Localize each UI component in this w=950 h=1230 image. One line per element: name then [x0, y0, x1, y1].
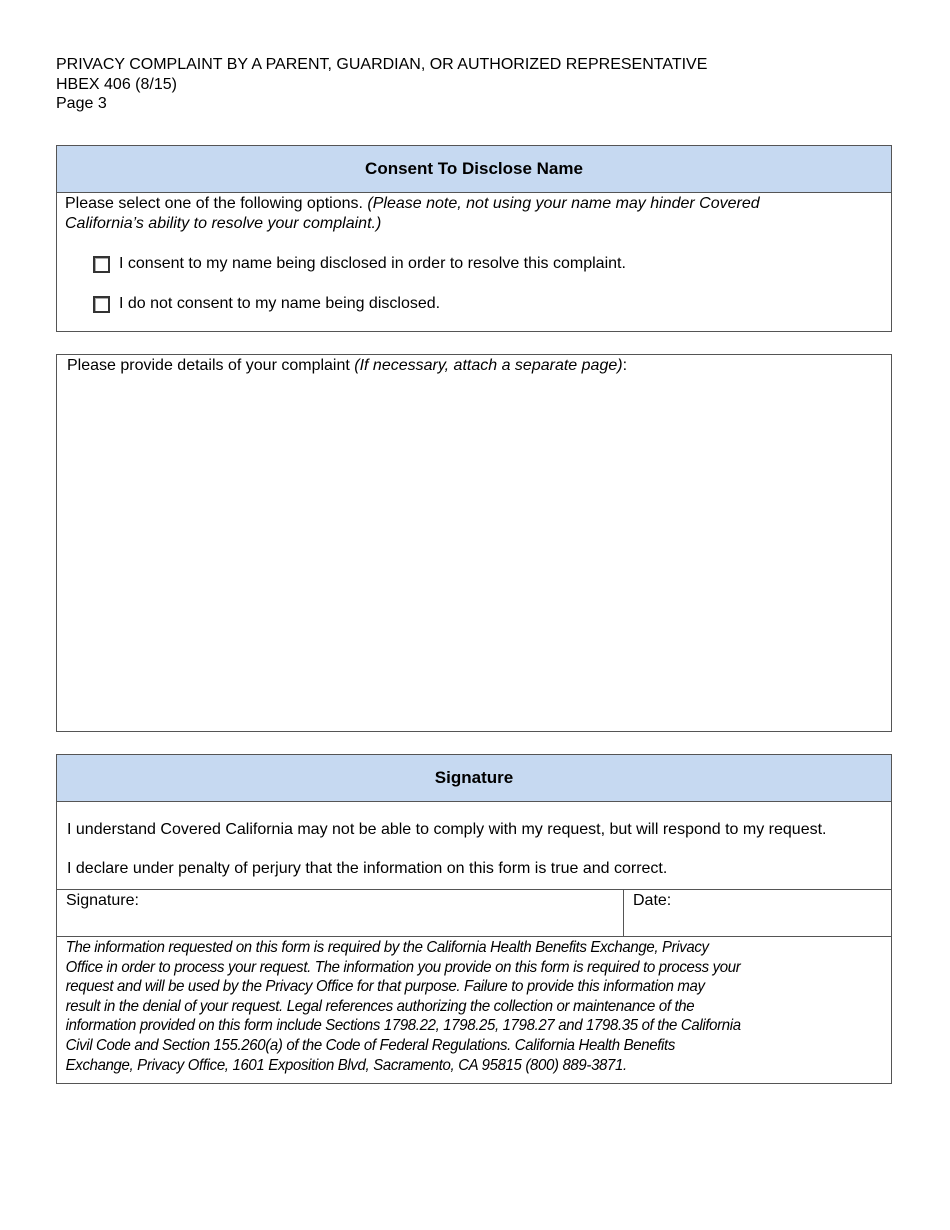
signature-section [56, 754, 892, 1084]
signature-label: Signature: [66, 892, 139, 909]
instruction-note-cont: California’s ability to resolve your complaint.) [65, 215, 382, 232]
consent-no-label: I do not consent to my name being disclosed. [119, 295, 441, 312]
notice-line: The information requested on this form is required by the California Health Benefits Exchange, Privacy [65, 939, 709, 956]
consent-option-yes[interactable] [93, 254, 891, 274]
consent-yes-checkbox[interactable] [93, 256, 110, 273]
date-field[interactable] [624, 890, 891, 936]
instruction-text: Please select one of the following options. [65, 195, 368, 212]
consent-yes-label: I consent to my name being disclosed in order to resolve this complaint. [119, 255, 626, 272]
notice-line: information provided on this form include Sections 1798.22, 1798.25, 1798.27 and 1798.35 of the California [65, 1017, 741, 1035]
details-label-suffix: : [622, 357, 628, 374]
notice-line: Office in order to process your request. The information you provide on this form is required to process your [65, 958, 741, 976]
notice-line: request and will be used by the Privacy Office for that purpose. Failure to provide this information may [65, 978, 705, 996]
statement-comply: I understand Covered California may not be able to comply with my request, but will respond to my request. [67, 821, 827, 838]
signature-row [57, 889, 891, 937]
complaint-details-label [57, 356, 891, 376]
privacy-notice [57, 937, 858, 1075]
details-label-note: (If necessary, attach a separate page) [354, 357, 623, 374]
notice-line: Civil Code and Section 155.260(a) of the Code of Federal Regulations. California Health Benefits [65, 1036, 675, 1054]
consent-no-checkbox[interactable] [93, 296, 110, 313]
signature-heading: Signature [57, 755, 891, 802]
signature-field[interactable] [57, 890, 624, 936]
consent-option-no[interactable] [93, 294, 891, 314]
notice-line: result in the denial of your request. Legal references authorizing the collection or maintenance of the [65, 997, 695, 1015]
date-label: Date: [633, 892, 672, 909]
form-title: PRIVACY COMPLAINT BY A PARENT, GUARDIAN, OR AUTHORIZED REPRESENTATIVE [56, 56, 708, 73]
form-id: HBEX 406 (8/15) [56, 75, 177, 93]
page-number: Page 3 [56, 95, 107, 112]
consent-heading: Consent To Disclose Name [57, 146, 891, 193]
details-label-text: Please provide details of your complaint [67, 357, 355, 374]
statement-perjury: I declare under penalty of perjury that the information on this form is true and correct. [67, 860, 668, 877]
consent-section [56, 145, 892, 332]
consent-instruction [57, 194, 891, 234]
complaint-details-field[interactable] [56, 354, 892, 732]
instruction-note: (Please note, not using your name may hinder Covered [367, 195, 760, 212]
page-header [56, 55, 707, 114]
notice-line: Exchange, Privacy Office, 1601 Exposition Blvd, Sacramento, CA 95815 (800) 889-3871. [65, 1056, 627, 1074]
